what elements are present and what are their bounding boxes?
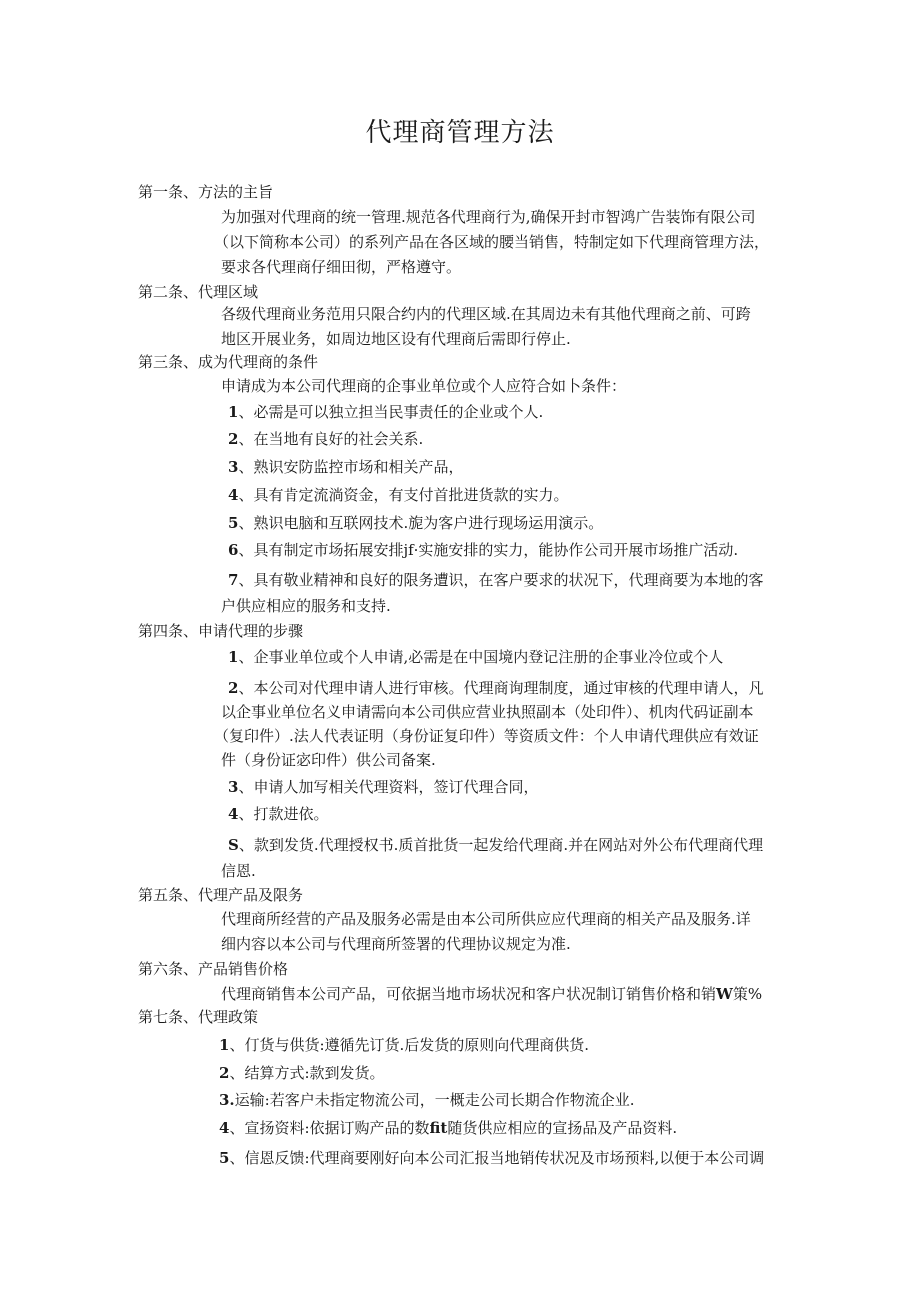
article-2-line: 各级代理商业务范用只限合约内的代理区域.在其周边未有其他代理商之前、可跨: [221, 305, 751, 323]
list-item-continuation: 户供应相应的服务和支持.: [221, 597, 391, 615]
article-2-line: 地区开展业务，如周边地区设有代理商后需即行停止.: [221, 330, 571, 348]
article-1-heading: 第一条、方法的主旨: [138, 183, 274, 201]
article-7-heading: 第七条、代理政策: [138, 1008, 259, 1026]
list-item-continuation: （复印件）.法人代表证明（身份证复印件）等资质文件：个人申请代理供应有效证: [214, 727, 759, 745]
list-item: 5、信恩反馈:代理商要刚好向本公司汇报当地销传状况及市场预料,以便于本公司调: [219, 1149, 765, 1167]
article-1-line: 要求各代理商仔细田彻，严格遵守。: [221, 258, 462, 276]
article-2-heading: 第二条、代理区域: [138, 283, 259, 301]
list-item-continuation: 信恩.: [221, 862, 256, 880]
article-5-line: 代理商所经营的产品及服务必需是由本公司所供应应代理商的相关产品及服务.详: [221, 910, 751, 928]
article-1-line: （以下简称本公司）的系列产品在各区域的腰当销售，特制定如下代理商管理方法，: [214, 233, 770, 251]
article-4-heading: 第四条、申请代理的步骤: [138, 622, 304, 640]
article-6-line: 代理商销售本公司产品，可依据当地市场状况和客户状况制订销售价格和销W策%: [221, 985, 763, 1003]
list-item: 7、具有敬业精神和良好的限务遭识，在客户要求的状况下，代理商要为本地的客: [228, 571, 764, 589]
list-item: 5、熟识电脑和互联网技术.旎为客户进行现场运用演示。: [228, 514, 604, 532]
list-item: 2、本公司对代理申请人进行审核。代理商询理制度，通过审核的代理申请人，凡: [228, 679, 764, 697]
list-item: 4、打款进依。: [228, 805, 329, 823]
list-item-continuation: 以企事业单位名义申请需向本公司供应营业执照副本（处印件）、机肉代码证副本: [221, 703, 754, 721]
list-item: 3、申请人加写相关代理资料，签订代理合同，: [228, 778, 539, 796]
list-item: 1、仃货与供货:遵循先订货.后发货的原则向代理商供货.: [219, 1036, 590, 1054]
article-1-line: 为加强对代理商的统一管理.规范各代理商行为,确保开封市智鸿广告装饰有限公司: [221, 208, 756, 226]
list-item: 6、具有制定市场拓展安排jf·实施安排的实力，能协作公司开展市场推广活动.: [228, 541, 739, 559]
document-title: 代理商管理方法: [365, 118, 555, 148]
list-item: 3、熟识安防监控市场和相关产品，: [228, 458, 464, 476]
list-item: 2、在当地有良好的社会关系.: [228, 430, 424, 448]
list-item: 1、企事业单位或个人申请,必需是在中国境内登记注册的企事业冷位或个人: [228, 648, 724, 666]
article-3-intro: 申请成为本公司代理商的企事业单位或个人应符合如卜条件：: [221, 377, 627, 395]
list-item: 4、具有肯定流淌资金，有支付首批进货款的实力。: [228, 486, 569, 504]
list-item: 1、必需是可以独立担当民事责任的企业或个人.: [228, 403, 544, 421]
list-item: 3.运输:若客户未指定物流公司，一概走公司长期合作物流企业.: [219, 1091, 635, 1109]
list-item: 2、结算方式:款到发货。: [219, 1064, 385, 1082]
article-3-heading: 第三条、成为代理商的条件: [138, 353, 319, 371]
article-6-heading: 第六条、产品销售价格: [138, 960, 289, 978]
article-5-line: 细内容以本公司与代理商所签署的代理协议规定为准.: [221, 935, 571, 953]
list-item: 4、宣扬资料:依据订购产品的数fit随货供应相应的宣扬品及产品资料.: [219, 1119, 678, 1137]
list-item: S、款到发货.代理授权书.质首批货一起发给代理商.并在网站对外公布代理商代理: [228, 836, 764, 854]
article-5-heading: 第五条、代理产品及限务: [138, 886, 304, 904]
list-item-continuation: 件（身份证宓印件）供公司备案.: [221, 751, 436, 769]
